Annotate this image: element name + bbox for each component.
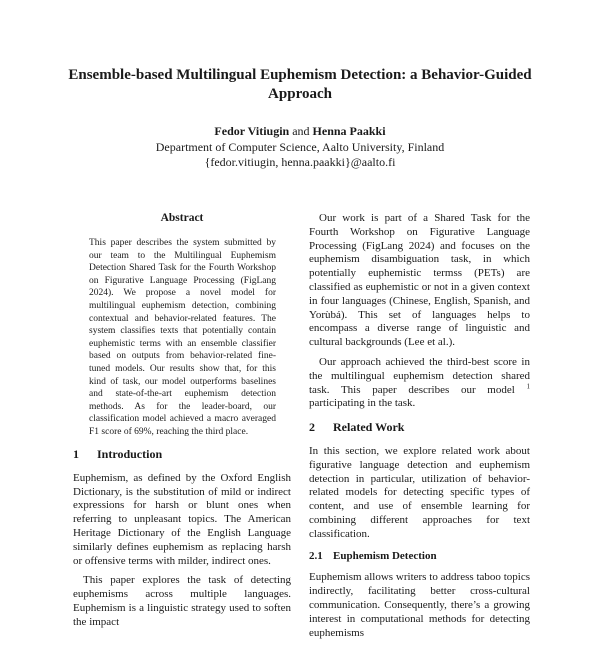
affiliation: Department of Computer Science, Aalto University, Finland — [155, 139, 445, 154]
paragraph-text: participating in the task. — [309, 397, 416, 410]
author-name: Henna Paakki — [312, 124, 386, 138]
emails: {fedor.vitiugin, henna.paakki}@aalto.fi — [204, 155, 396, 169]
author-block — [40, 124, 560, 171]
body-paragraph: Our work is part of a Shared Task for the Fourth Workshop on Figurative Language Processing (FigLang 2024) and focuses on the euphemism disambiguation task, in which potentially euphemistic termss (PETs) are classified as euphemistic or not in a given context in four languages (Chinese, English, Spanish, and Yorùbá). This set of languages helps to encompass a diverse range of linguistic and cultural backgrounds (Lee et al.). — [309, 212, 530, 349]
section-number: 2 — [309, 420, 315, 435]
footnote-marker[interactable]: 1 — [526, 381, 531, 390]
right-column — [309, 212, 530, 646]
abstract-heading: Abstract — [160, 212, 204, 224]
paragraph-text: Our approach achieved the third-best score in the multilingual euphemism detection shared task. This paper describes our model — [309, 355, 530, 396]
abstract-paragraph: This paper describes the system submitted by our team to the Multilingual Euphemism Detection Shared Task for the Fourth Workshop on Figurative Language Processing (FigLang 2024). We propose a novel model for multilingual euphemism detection, combining contextual and behavior-related features. The system classifies texts that potentially contain euphemistic terms with an ensemble classifier based on outputs from behavior-related fine-tuned models. Our results show that, for this kind of task, our model outperforms baselines and state-of-the-art euphemism detection methods. As for the leader-board, our classification model achieved a macro averaged F1 score of 69%, reaching the third place. — [89, 238, 276, 437]
body-paragraph — [309, 356, 530, 411]
paper-title-line1: Ensemble-based Multilingual Euphemism Detection: a Behavior-Guided — [68, 67, 532, 83]
section-heading — [73, 448, 291, 462]
author-line — [40, 124, 560, 140]
section-heading — [309, 421, 530, 435]
paper-title-line2: Approach — [268, 86, 332, 102]
intro-section — [73, 448, 291, 636]
paper-title — [40, 66, 560, 104]
section-number: 1 — [73, 447, 79, 461]
subsection-number: 2.1 — [309, 549, 323, 562]
abstract-body — [89, 237, 276, 444]
body-paragraph: Euphemism, as defined by the Oxford English Dictionary, is the substitution of mild or indirect expressions for harsh or blunt ones when referring to unpleasant topics. The American Heritage Dictionary of the English Language similarly defines euphemism as replacing harsh or offensive terms with milder, indirect ones. — [73, 471, 291, 567]
subsection-title: Euphemism Detection — [333, 549, 437, 562]
body-paragraph: This paper explores the task of detecting euphemisms across multiple languages. Euphemism is a linguistic strategy used to soften the impact — [73, 574, 291, 628]
section-title: Introduction — [97, 447, 163, 461]
author-name: Fedor Vitiugin — [214, 124, 290, 138]
subsection-heading — [309, 550, 530, 564]
author-conjunction: and — [292, 124, 310, 138]
body-paragraph: In this section, we explore related work about figurative language detection and euphemism detection in particular, utilization of behavior-related models for detecting specific types of content, and use of ensemble learning for combining different approaches for text classification. — [309, 444, 530, 540]
section-title: Related Work — [333, 420, 405, 435]
body-paragraph: Euphemism allows writers to address taboo topics indirectly, facilitating better cross-cultural communication. Consequently, there’s a growing interest in computational methods for detecting euphemisms — [309, 571, 530, 639]
